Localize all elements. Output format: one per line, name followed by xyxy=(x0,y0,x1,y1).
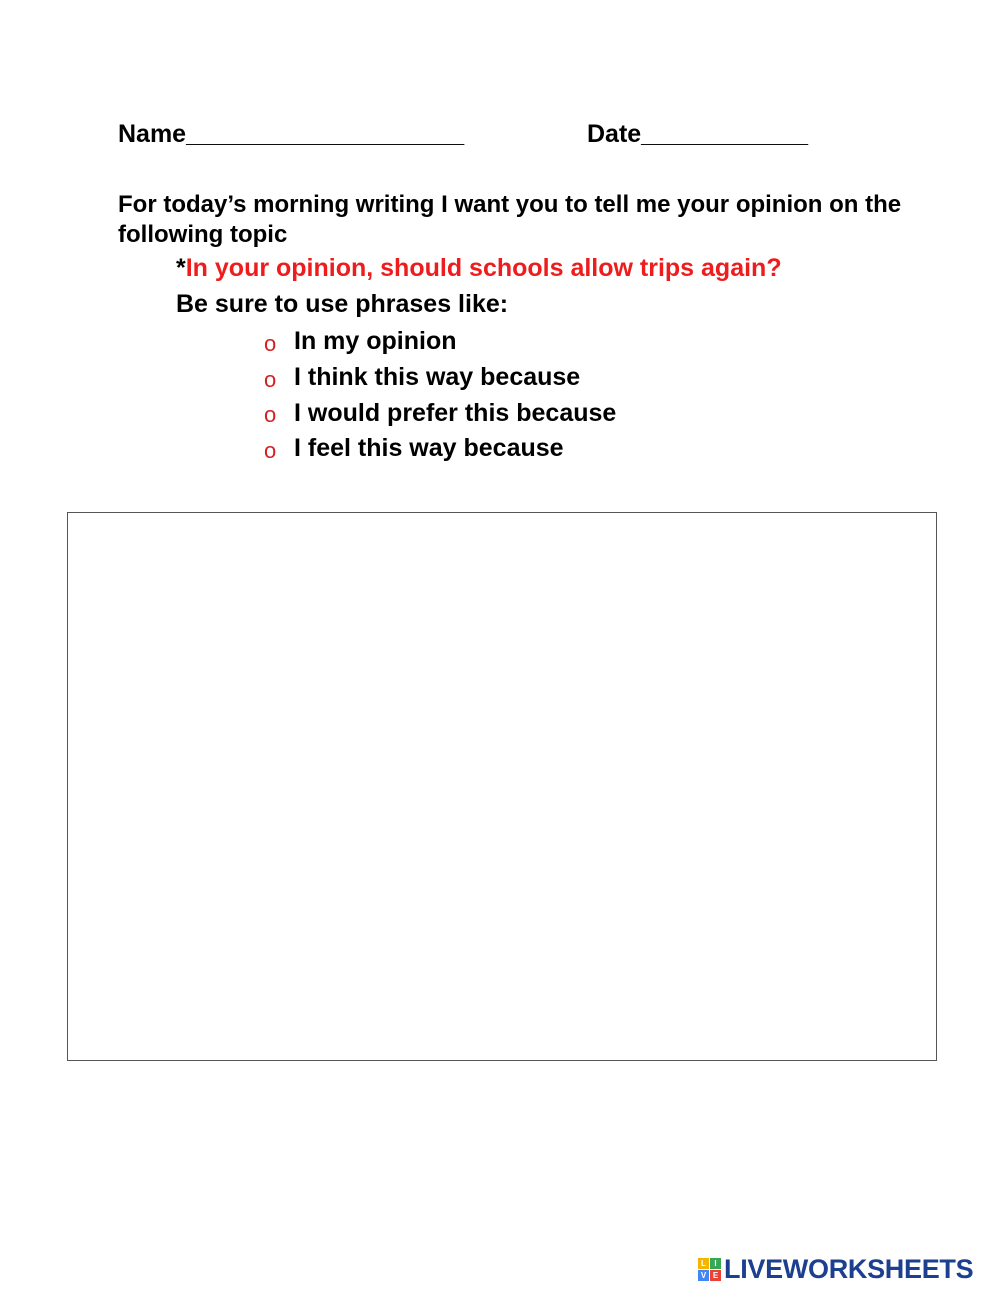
logo-mark-icon xyxy=(698,1258,721,1281)
phrase-text: I think this way because xyxy=(294,363,581,392)
phrases-instruction: Be sure to use phrases like: xyxy=(176,290,509,318)
answer-text-box[interactable] xyxy=(67,512,937,1061)
circle-bullet-icon: o xyxy=(264,402,277,428)
date-field-label: Date____________ xyxy=(587,120,809,148)
phrase-text: In my opinion xyxy=(294,327,457,356)
phrase-text: I would prefer this because xyxy=(294,398,617,427)
question-asterisk: * xyxy=(176,254,186,282)
list-item xyxy=(264,360,616,396)
logo-text: LIVEWORKSHEETS xyxy=(724,1254,974,1284)
logo-mark-letter: V xyxy=(698,1270,709,1281)
circle-bullet-icon: o xyxy=(264,366,277,392)
logo-mark-letter: E xyxy=(710,1270,721,1281)
question-text: In your opinion, should schools allow trips again? xyxy=(185,254,782,282)
name-field-label: Name____________________ xyxy=(118,120,465,148)
writing-prompt: For today’s morning writing I want you to tell me your opinion on the following topic xyxy=(118,191,902,248)
list-item xyxy=(264,324,616,360)
list-item xyxy=(264,431,616,467)
liveworksheets-logo xyxy=(698,1254,973,1285)
list-item xyxy=(264,395,616,431)
circle-bullet-icon: o xyxy=(264,437,277,463)
circle-bullet-icon: o xyxy=(264,330,277,356)
phrase-list xyxy=(264,324,616,467)
opinion-question xyxy=(176,254,782,283)
logo-mark-letter: I xyxy=(710,1258,721,1269)
logo-mark-letter: L xyxy=(698,1258,709,1269)
phrase-text: I feel this way because xyxy=(294,434,564,463)
